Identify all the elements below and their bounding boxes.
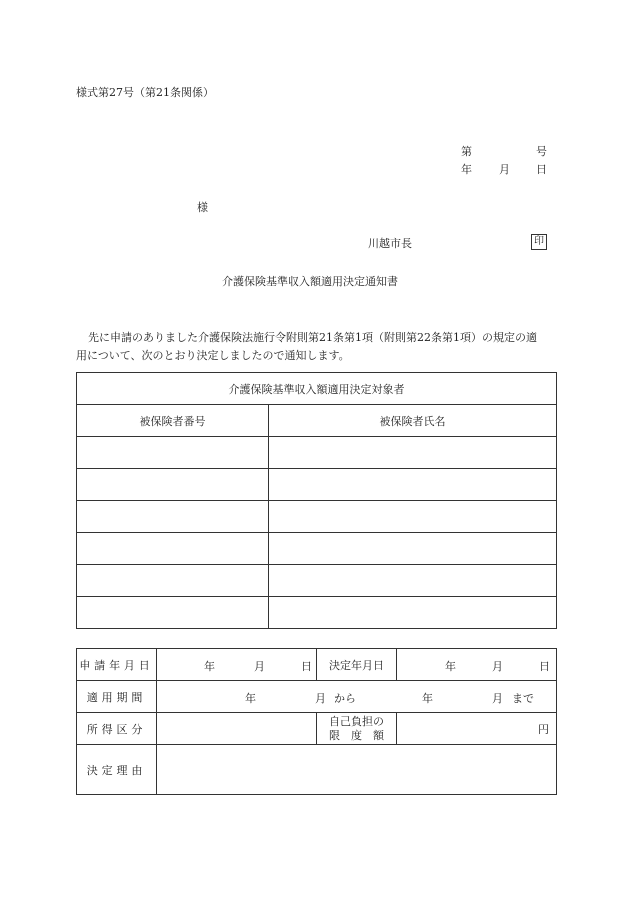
- document-title: 介護保険基準収入額適用決定通知書: [222, 275, 398, 288]
- table-row: [77, 533, 557, 565]
- period-from-text: から: [334, 692, 356, 705]
- period-to-text: まで: [512, 692, 534, 705]
- details-table: [76, 648, 557, 795]
- date-month: 月: [499, 163, 510, 176]
- body-text-line1: 先に申請のありました介護保険法施行令附則第21条第1項（附則第22条第1項）の規定の適: [88, 331, 537, 344]
- income-value: [157, 713, 317, 745]
- limit-label-line2: 限 度 額: [329, 728, 384, 742]
- limit-label: [317, 713, 397, 745]
- insured-name-cell: [269, 597, 557, 629]
- insured-name-cell: [269, 469, 557, 501]
- period-label: 適用期間: [77, 681, 157, 713]
- period-value: [157, 681, 557, 713]
- insured-number-cell: [77, 597, 269, 629]
- period-to-month: 月: [492, 692, 503, 705]
- table-row: [77, 565, 557, 597]
- limit-value: [397, 713, 557, 745]
- application-date-value: [157, 649, 317, 681]
- application-date-day: 日: [301, 660, 312, 673]
- table-row: [77, 469, 557, 501]
- decision-date-day: 日: [539, 660, 550, 673]
- reason-label: 決定理由: [77, 745, 157, 795]
- date-year: 年: [461, 163, 472, 176]
- seal-mark: 印: [531, 234, 547, 250]
- addressee-suffix: 様: [197, 201, 208, 214]
- insured-number-cell: [77, 469, 269, 501]
- date-day: 日: [536, 163, 547, 176]
- doc-number-dai: 第: [461, 145, 472, 158]
- insured-number-cell: [77, 437, 269, 469]
- form-number: 様式第27号（第21条関係）: [76, 86, 214, 99]
- insured-name-cell: [269, 565, 557, 597]
- limit-label-line1: 自己負担の: [329, 714, 384, 728]
- body-text-line2: 用について、次のとおり決定しましたので通知します。: [76, 349, 350, 362]
- application-date-label: 申請年月日: [77, 649, 157, 681]
- reason-value: [157, 745, 557, 795]
- insured-name-header: 被保険者氏名: [269, 405, 557, 437]
- issuer: 川越市長: [368, 237, 412, 250]
- targets-table: [76, 372, 557, 629]
- decision-date-year: 年: [445, 660, 456, 673]
- insured-name-cell: [269, 533, 557, 565]
- decision-date-month: 月: [492, 660, 503, 673]
- period-from-year: 年: [245, 692, 256, 705]
- insured-name-cell: [269, 501, 557, 533]
- table-row: [77, 597, 557, 629]
- decision-date-label: 決定年月日: [317, 649, 397, 681]
- insured-number-header: 被保険者番号: [77, 405, 269, 437]
- insured-number-cell: [77, 501, 269, 533]
- table-row: [77, 437, 557, 469]
- insured-number-cell: [77, 533, 269, 565]
- targets-table-title: 介護保険基準収入額適用決定対象者: [77, 373, 557, 405]
- application-date-year: 年: [204, 660, 215, 673]
- decision-date-value: [397, 649, 557, 681]
- income-label: 所得区分: [77, 713, 157, 745]
- insured-name-cell: [269, 437, 557, 469]
- insured-number-cell: [77, 565, 269, 597]
- yen-unit: 円: [538, 722, 549, 736]
- period-from-month: 月: [315, 692, 326, 705]
- doc-number-go: 号: [536, 145, 547, 158]
- application-date-month: 月: [254, 660, 265, 673]
- period-to-year: 年: [422, 692, 433, 705]
- table-row: [77, 501, 557, 533]
